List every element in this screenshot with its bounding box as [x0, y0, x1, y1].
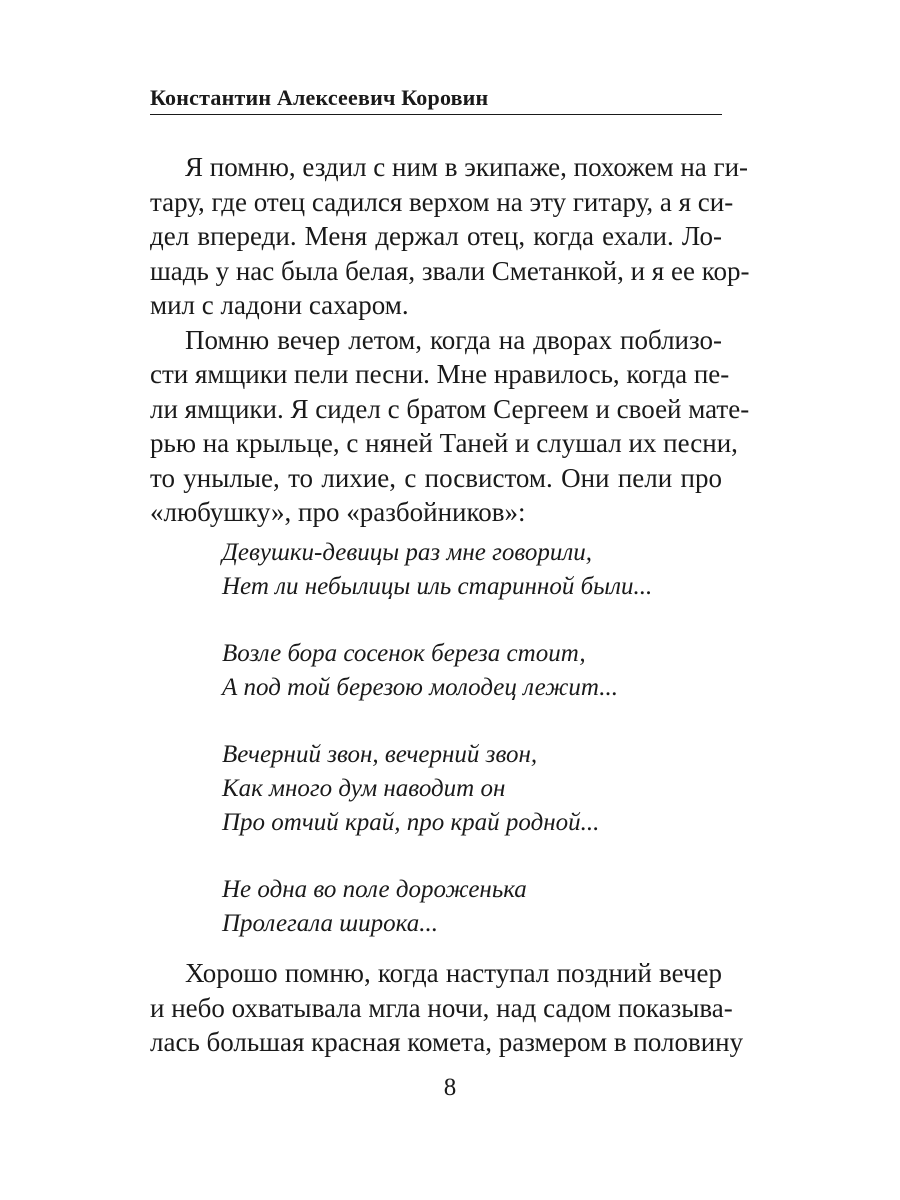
text-line: рью на крыльце, с няней Таней и слушал их песни,	[150, 428, 738, 458]
verse-line: Как много дум наводит он	[222, 775, 506, 802]
verse-line: Нет ли небылицы иль старинной были...	[222, 573, 653, 600]
verse-line: Девушки-девицы раз мне говорили,	[222, 539, 593, 566]
text-line: шадь у нас была белая, звали Сметанкой, и я ее кор-	[150, 255, 750, 286]
verse-line: Пролегала широка...	[222, 910, 438, 937]
prose-block-top	[150, 150, 750, 530]
text-line: мил с ладони сахаром.	[150, 290, 409, 320]
verse-line: Вечерний звон, вечерний звон,	[222, 741, 538, 768]
text-line: «любушку», про «разбойников»:	[150, 497, 526, 527]
text-line: дел впереди. Меня держал отец, когда ехали. Ло-	[150, 221, 722, 251]
text-line: тару, где отец садился верхом на эту гитару, а я си-	[150, 186, 734, 217]
text-line: ли ямщики. Я сидел с братом Сергеем и своей мате-	[150, 393, 750, 424]
text-line: Хорошо помню, когда наступал поздний вечер	[185, 958, 722, 988]
verse-line: Возле бора сосенок береза стоит,	[222, 640, 586, 667]
poem-block	[222, 536, 652, 974]
text-line: то унылые, то лихие, с посвистом. Они пели про	[150, 462, 722, 493]
poem-stanza-2	[222, 637, 652, 705]
verse-line: Не одна во поле дороженька	[222, 876, 527, 903]
verse-line: А под той березою молодец лежит...	[222, 674, 618, 701]
verse-line: Про отчий край, про край родной...	[222, 809, 600, 836]
text-line: Помню вечер летом, когда на дворах поблизо-	[185, 324, 722, 355]
paragraph-1	[150, 150, 750, 323]
page-number: 8	[443, 1074, 457, 1101]
poem-stanza-3	[222, 738, 652, 840]
text-line: и небо охватывала мгла ночи, над садом показыва-	[150, 992, 733, 1023]
text-line: лась большая красная комета, размером в половину	[150, 1027, 744, 1057]
text-line: Я помню, ездил с ним в экипаже, похожем на ги-	[185, 152, 749, 182]
poem-stanza-1	[222, 536, 652, 604]
poem-stanza-4	[222, 873, 652, 941]
prose-block-bottom	[150, 956, 744, 1060]
running-head: Константин Алексеевич Коровин	[150, 84, 722, 115]
paragraph-3	[150, 956, 744, 1060]
text-line: сти ямщики пели песни. Мне нравилось, когда пе-	[150, 359, 730, 389]
paragraph-2	[150, 323, 750, 530]
